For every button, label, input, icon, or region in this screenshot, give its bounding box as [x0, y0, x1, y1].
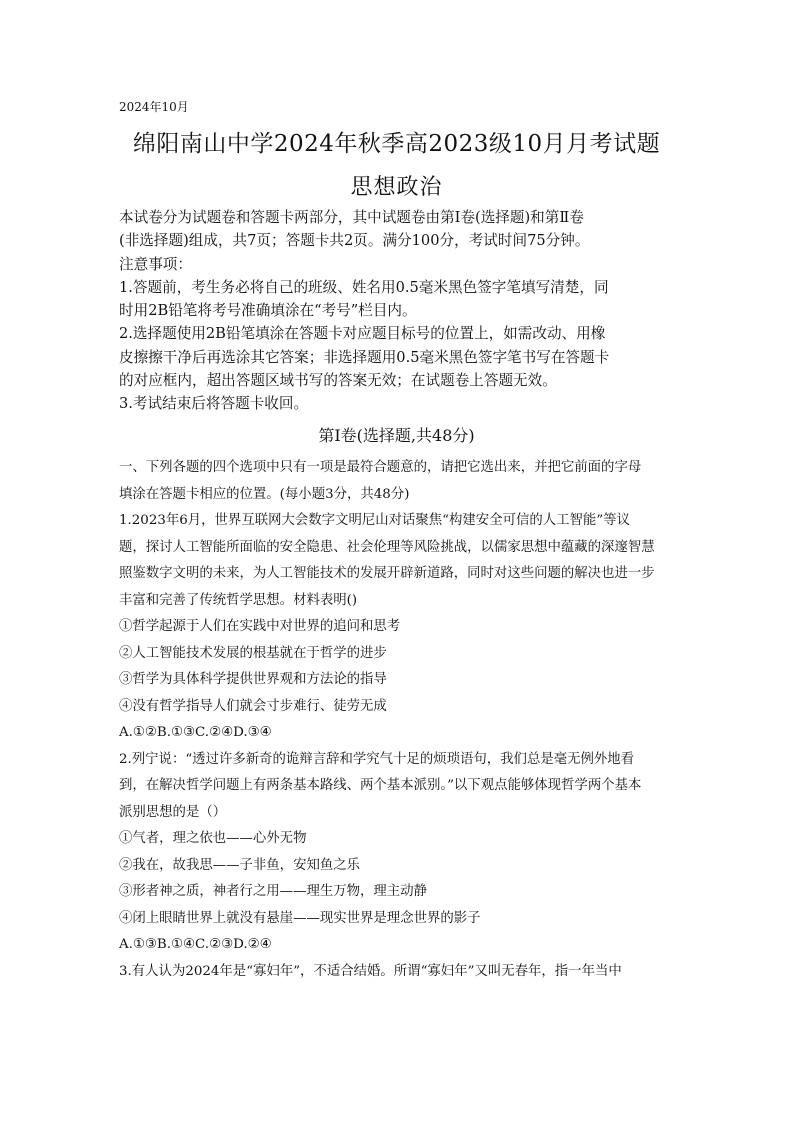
exam-subject: 思想政治: [350, 175, 443, 200]
instruction-line: 2.选择题使用2B铅笔填涂在答题卡对应题目标号的位置上，如需改动、用橡: [119, 325, 606, 343]
instruction-line: 的对应框内，超出答题区域书写的答案无效；在试题卷上答题无效。: [119, 372, 557, 390]
option-line: ④没有哲学指导人们就会寸步难行、徒劳无成: [119, 698, 387, 714]
option-line: ①哲学起源于人们在实践中对世界的追问和思考: [119, 619, 401, 634]
question-line: 照鉴数字文明的未来，为人工智能技术的发展开辟新道路，同时对这些问题的解决也进一步: [119, 566, 655, 581]
instruction-line: 时用2B铅笔将考号准确填涂在“考号”栏目内。: [119, 302, 417, 320]
answer-choices: A.①③B.①④C.②③D.②④: [119, 937, 272, 952]
content-line: 填涂在答题卡相应的位置。(每小题3分，共48分): [119, 486, 410, 502]
instruction-line: 注意事项：: [119, 255, 192, 273]
option-line: ③哲学为具体科学提供世界观和方法论的指导: [119, 672, 387, 687]
option-line: ②我在，故我思——子非鱼，安知鱼之乐: [119, 857, 361, 873]
content-line: 一、下列各题的四个选项中只有一项是最符合题意的，请把它选出来，并把它前面的字母: [119, 460, 642, 475]
exam-date: 2024年10月: [119, 100, 189, 114]
question-line: 2.列宁说：“透过许多新奇的诡辩言辞和学究气十足的烦琐语句，我们总是毫无例外地看: [119, 751, 635, 767]
exam-title: 绵阳南山中学2024年秋季高2023级10月月考试题: [132, 131, 661, 157]
option-line: ①气者，理之依也——心外无物: [119, 831, 307, 846]
question-line: 到，在解决哲学问题上有两条基本路线、两个基本派别。”以下观点能够体现哲学两个基本: [119, 778, 642, 793]
option-line: ②人工智能技术发展的根基就在于哲学的进步: [119, 645, 387, 661]
option-line: ④闭上眼睛世界上就没有悬崖——现实世界是理念世界的影子: [119, 910, 481, 926]
answer-choices: A.①②B.①③C.②④D.③④: [119, 725, 272, 740]
instruction-line: 1.答题前，考生务必将自己的班级、姓名用0.5毫米黑色签字笔填写清楚，同: [119, 278, 609, 296]
instruction-line: 本试卷分为试题卷和答题卡两部分，其中试题卷由第Ⅰ卷(选择题)和第Ⅱ卷: [119, 209, 584, 226]
section-title: 第Ⅰ卷(选择题,共48分): [318, 426, 475, 445]
instruction-line: 3.考试结束后将答题卡收回。: [119, 395, 309, 413]
question-line: 题，探讨人工智能所面临的安全隐患、社会伦理等风险挑战，以儒家思想中蕴藏的深邃智慧: [119, 539, 655, 555]
question-line: 丰富和完善了传统哲学思想。材料表明(): [119, 592, 358, 608]
instruction-line: 皮擦擦干净后再选涂其它答案；非选择题用0.5毫米黑色签字笔书写在答题卡: [119, 348, 610, 366]
question-line: 1.2023年6月，世界互联网大会数字文明尼山对话聚焦“构建安全可信的人工智能”等议: [119, 513, 630, 528]
instructions-block: [119, 206, 679, 416]
question-line: 派别思想的是（）: [119, 804, 227, 820]
questions-block: [119, 455, 679, 985]
option-line: ③形者神之质，神者行之用——理生万物，理主动静: [119, 884, 427, 899]
question-line: 3.有人认为2024年是“寡妇年”，不适合结婚。所谓“寡妇年”又叫无春年，指一年当中: [119, 963, 622, 979]
instruction-line: (非选择题)组成，共7页；答题卡共2页。满分100分，考试时间75分钟。: [119, 232, 590, 250]
